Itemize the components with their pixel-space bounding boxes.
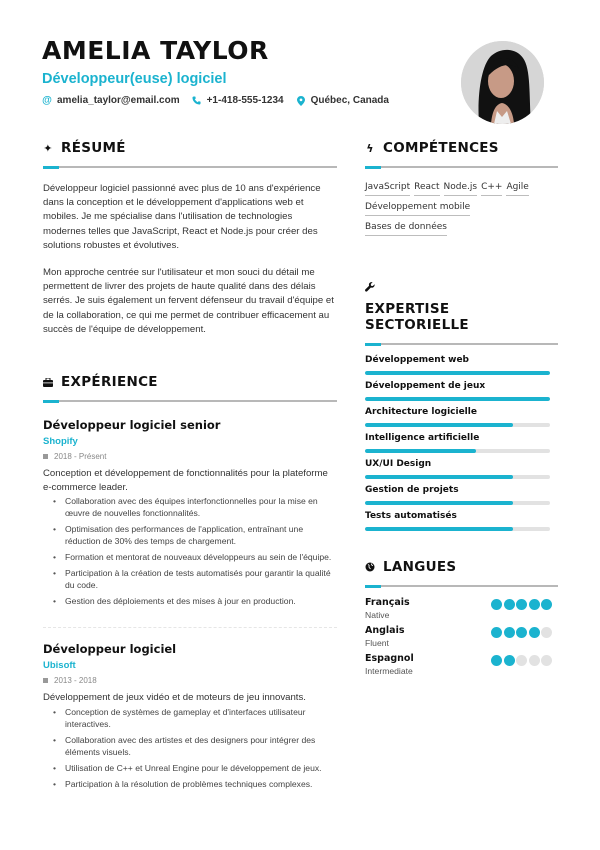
wrench-icon xyxy=(365,282,558,295)
contact-location xyxy=(296,95,389,106)
expertise-label: Gestion de projets xyxy=(365,485,459,495)
section-heading xyxy=(365,301,558,333)
company-name: Ubisoft xyxy=(43,660,76,672)
language-rating xyxy=(490,655,553,676)
skill-tag: Node.js xyxy=(444,182,478,196)
languages-section xyxy=(365,559,558,676)
rating-dot-empty xyxy=(541,655,552,666)
languages-list xyxy=(365,597,558,676)
expertise-level-bar xyxy=(365,501,550,505)
language-rating xyxy=(490,627,553,648)
contact-phone[interactable] xyxy=(192,95,284,106)
job-entry xyxy=(43,642,337,790)
expertise-level-fill xyxy=(365,501,513,505)
job-dates xyxy=(43,676,337,685)
expertise-section xyxy=(365,282,558,531)
expertise-label: Tests automatisés xyxy=(365,511,457,521)
location-text: Québec, Canada xyxy=(310,95,389,106)
section-divider xyxy=(365,166,558,168)
bullet-item: • Utilisation de C++ et Unreal Engine pour le développement de jeux. xyxy=(65,762,337,774)
job-title-headline: Développeur(euse) logiciel xyxy=(42,71,227,87)
skill-tag: Développement mobile xyxy=(365,202,470,216)
dates-text: 2018 - Présent xyxy=(54,452,107,462)
section-heading xyxy=(43,374,337,390)
expertise-level-fill xyxy=(365,449,476,453)
rating-dot-empty xyxy=(541,627,552,638)
job-bullets xyxy=(65,495,337,607)
expertise-level-fill xyxy=(365,371,550,375)
language-level: Intermediate xyxy=(365,666,413,676)
rating-dot-filled xyxy=(541,599,552,610)
expertise-item xyxy=(365,407,558,427)
rating-dot-filled xyxy=(516,599,527,610)
language-item xyxy=(365,625,558,648)
language-item xyxy=(365,597,558,620)
rating-dot-filled xyxy=(529,627,540,638)
expertise-item xyxy=(365,433,558,453)
bullet-item: • Collaboration avec des équipes interfonctionnelles pour la mise en œuvre de nouvelles fonctionnalités. xyxy=(65,495,337,519)
experience-heading: EXPÉRIENCE xyxy=(61,374,158,391)
bullet-item: • Participation à la résolution de problèmes techniques complexes. xyxy=(65,778,337,790)
expertise-level-bar xyxy=(365,475,550,479)
expertise-label: Intelligence artificielle xyxy=(365,433,480,443)
language-level: Native xyxy=(365,610,390,620)
bullet-item: • Participation à la création de tests automatisés pour garantir la qualité du code. xyxy=(65,567,337,591)
expertise-item xyxy=(365,511,558,531)
contact-email[interactable] xyxy=(42,95,180,106)
expertise-label: Architecture logicielle xyxy=(365,407,477,417)
language-item xyxy=(365,653,558,676)
briefcase-icon xyxy=(43,378,53,387)
rating-dot-filled xyxy=(529,599,540,610)
job-bullets xyxy=(65,706,337,790)
skill-tag: Agile xyxy=(506,182,528,196)
email-text: amelia_taylor@email.com xyxy=(57,95,180,106)
expertise-level-fill xyxy=(365,423,513,427)
left-column xyxy=(43,140,337,794)
globe-icon xyxy=(365,562,375,572)
section-heading xyxy=(43,140,337,156)
resume-paragraph: Mon approche centrée sur l'utilisateur et mon souci du détail me permettent de livrer des projets de haute qualité dans des délais serrés. Je suis également un fervent défenseur du travail d'équipe et de la collaboration, ce qui me permet de contribuer efficacement au succès de l'équipe de développement. xyxy=(43,267,334,335)
expertise-level-bar xyxy=(365,527,550,531)
section-heading xyxy=(365,559,558,575)
rating-dot-filled xyxy=(504,599,515,610)
expertise-item xyxy=(365,381,558,401)
experience-section xyxy=(43,374,337,790)
expertise-label: UX/UI Design xyxy=(365,459,432,469)
bullet-item: • Collaboration avec des artistes et des designers pour intégrer des éléments visuels. xyxy=(65,734,337,758)
rating-dot-filled xyxy=(491,627,502,638)
header xyxy=(42,36,442,106)
language-name: Français xyxy=(365,597,410,608)
resume-heading: RÉSUMÉ xyxy=(61,140,126,156)
expertise-heading: EXPERTISE SECTORIELLE xyxy=(365,301,469,333)
skills-list xyxy=(365,182,558,242)
job-title: Développeur logiciel xyxy=(43,642,177,657)
job-divider xyxy=(43,627,337,628)
rating-dot-filled xyxy=(491,599,502,610)
language-rating xyxy=(490,599,553,620)
calendar-icon xyxy=(43,678,48,683)
phone-icon xyxy=(192,96,202,105)
rating-dot-filled xyxy=(516,627,527,638)
skill-tag: C++ xyxy=(481,182,502,196)
at-icon: @ xyxy=(42,95,52,106)
company-name: Shopify xyxy=(43,436,78,448)
calendar-icon xyxy=(43,454,48,459)
contact-row xyxy=(42,95,442,106)
right-column xyxy=(365,140,558,681)
language-name: Anglais xyxy=(365,625,405,636)
expertise-level-bar xyxy=(365,371,550,375)
skill-tag: JavaScript xyxy=(365,182,410,196)
job-dates xyxy=(43,452,337,461)
lightning-icon: ϟ xyxy=(366,141,374,155)
expertise-level-fill xyxy=(365,475,513,479)
bullet-item: • Gestion des déploiements et des mises à jour en production. xyxy=(65,595,337,607)
job-entry xyxy=(43,418,337,607)
expertise-item xyxy=(365,485,558,505)
location-pin-icon xyxy=(296,96,306,106)
candidate-name: AMELIA TAYLOR xyxy=(42,36,269,65)
resume-section xyxy=(43,140,337,337)
rating-dot-filled xyxy=(504,627,515,638)
skill-tag: React xyxy=(414,182,439,196)
expertise-level-bar xyxy=(365,397,550,401)
sparkle-icon: ✦ xyxy=(43,141,53,155)
job-description: Conception et développement de fonctionnalités pour la plateforme e-commerce leader. xyxy=(43,468,328,493)
section-divider xyxy=(43,166,337,168)
bullet-item: • Formation et mentorat de nouveaux développeurs au sein de l'équipe. xyxy=(65,551,337,563)
rating-dot-empty xyxy=(529,655,540,666)
skills-heading: COMPÉTENCES xyxy=(383,140,499,156)
expertise-level-bar xyxy=(365,423,550,427)
resume-paragraph: Développeur logiciel passionné avec plus de 10 ans d'expérience dans la conception et le développement d'applications web et mobiles. Je me spécialise dans l'utilisation de technologies modernes telles que JavaScript, React et Node.js pour créer des solutions robustes et évolutives. xyxy=(43,183,321,251)
rating-dot-empty xyxy=(516,655,527,666)
expertise-level-fill xyxy=(365,397,550,401)
language-level: Fluent xyxy=(365,638,389,648)
expertise-item xyxy=(365,459,558,479)
section-divider xyxy=(365,585,558,587)
expertise-list xyxy=(365,355,558,531)
bullet-item: • Optimisation des performances de l'application, entraînant une réduction de 30% des temps de chargement. xyxy=(65,523,337,547)
expertise-level-fill xyxy=(365,527,513,531)
job-title: Développeur logiciel senior xyxy=(43,418,221,433)
phone-text: +1-418-555-1234 xyxy=(206,95,284,106)
job-description: Développement de jeux vidéo et de moteurs de jeu innovants. xyxy=(43,692,306,704)
section-divider xyxy=(43,400,337,402)
languages-heading: LANGUES xyxy=(383,559,457,575)
expertise-label: Développement de jeux xyxy=(365,381,486,391)
skills-section xyxy=(365,140,558,242)
bullet-item: • Conception de systèmes de gameplay et d'interfaces utilisateur interactives. xyxy=(65,706,337,730)
section-divider xyxy=(365,343,558,345)
rating-dot-filled xyxy=(504,655,515,666)
language-name: Espagnol xyxy=(365,653,414,664)
expertise-item xyxy=(365,355,558,375)
section-heading xyxy=(365,140,558,156)
expertise-label: Développement web xyxy=(365,355,469,365)
dates-text: 2013 - 2018 xyxy=(54,676,97,686)
skill-tag: Bases de données xyxy=(365,222,447,236)
expertise-level-bar xyxy=(365,449,550,453)
profile-photo xyxy=(461,41,544,124)
rating-dot-filled xyxy=(491,655,502,666)
